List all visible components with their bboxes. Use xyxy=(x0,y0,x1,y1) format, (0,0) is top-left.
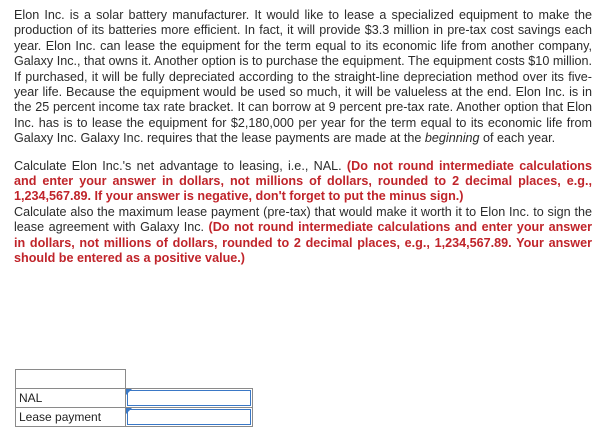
lease-payment-input-cell xyxy=(126,408,253,427)
input-flag-icon xyxy=(126,389,132,395)
answer-table-header-row xyxy=(16,370,253,389)
question-nal-text: Calculate Elon Inc.'s net advantage to leasing, i.e., NAL. xyxy=(14,158,347,173)
problem-intro-end: of each year. xyxy=(479,131,556,146)
input-flag-icon xyxy=(126,408,132,414)
answer-table xyxy=(15,369,253,427)
lease-payment-label: Lease payment xyxy=(16,408,126,427)
lease-payment-input[interactable] xyxy=(127,409,251,425)
question-lease-payment-instruction: (Do not round intermediate calculations and enter your answer in dollars, not millions of dollars, rounded to 2 decimal places, e.g., 1,234,567.89. Your answer should be entered as a positive value.) xyxy=(14,220,592,266)
problem-intro: Elon Inc. is a solar battery manufacturer. It would like to lease a specialized equipment to make the production of its batteries more efficient. In fact, it will provide $3.3 million in pre-tax cost savings each year. Elon Inc. can lease the equipment for the term equal to its economic life from another company, Galaxy Inc., that owns it. Another option is to purchase the equipment. The equipment costs $10 million. If purchased, it will be fully depreciated according to the straight-line depreciation method over its five-year life. Because the equipment would be used so much, it will be valueless at the end. Elon Inc. is in the 25 percent income tax rate bracket. It can borrow at 9 percent pre-tax rate. Another option that Elon Inc. has is to lease the equipment for $2,180,000 per year for the term equal to its economic life from Galaxy Inc. Galaxy Inc. requires that the lease payments are made at the xyxy=(14,8,593,146)
answer-table-header-blank xyxy=(126,370,253,389)
answer-table-corner xyxy=(16,370,126,389)
answer-row-nal xyxy=(16,389,253,408)
question-nal xyxy=(14,159,592,205)
nal-input-cell xyxy=(126,389,253,408)
question-nal-instruction: (Do not round intermediate calculations and enter your answer in dollars, not millions of dollars, rounded to 2 decimal places, e.g., 1,234,567.89. If your answer is negative, don't forget to put the minus sign.) xyxy=(14,158,592,204)
problem-statement xyxy=(14,8,592,147)
problem-intro-emphasis: beginning xyxy=(424,131,480,146)
question-lease-payment-text: Calculate also the maximum lease payment (pre-tax) that would make it worth it to Elon Inc. to sign the lease agreement with Galaxy Inc. xyxy=(14,204,592,235)
question-lease-payment xyxy=(14,205,592,267)
nal-input[interactable] xyxy=(127,390,251,406)
nal-label: NAL xyxy=(16,389,126,408)
answer-row-lease-payment xyxy=(16,408,253,427)
problem-content xyxy=(14,8,592,267)
